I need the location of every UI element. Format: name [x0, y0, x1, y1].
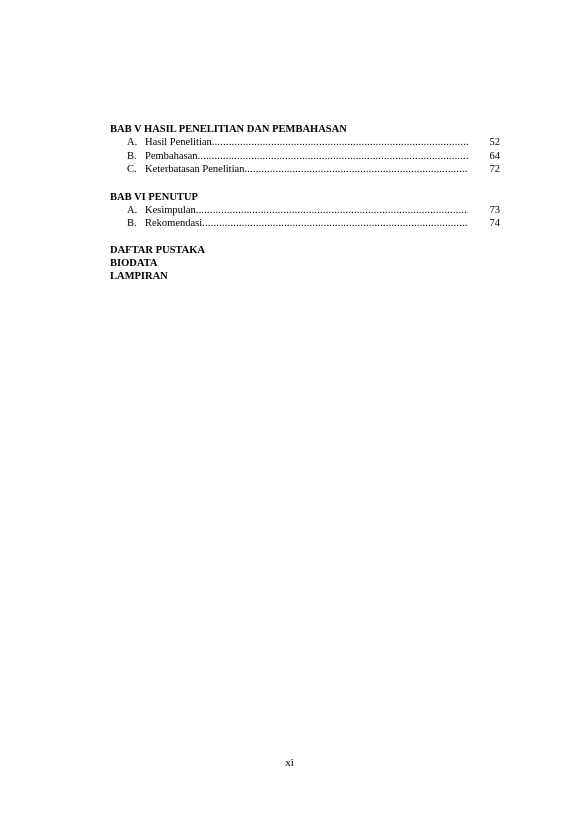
toc-entry-page: 72 [489, 164, 500, 175]
toc-entry-page: 73 [489, 204, 500, 216]
toc-entry-kesimpulan[interactable] [110, 204, 500, 218]
toc-entry-letter: B. [127, 150, 137, 162]
toc-entry-hasil-penelitian[interactable] [110, 136, 500, 150]
chapter-heading-bab-v[interactable]: BAB V HASIL PENELITIAN DAN PEMBAHASAN [110, 124, 347, 135]
section-spacer [110, 177, 500, 191]
toc-entry-letter: A. [127, 204, 138, 216]
toc-entry-label: Keterbatasan Penelitian [145, 164, 245, 175]
toc-entry-label: Rekomendasi [145, 218, 203, 229]
dot-leader [196, 204, 468, 218]
dot-leader [212, 136, 468, 150]
toc-entry-page: 64 [489, 150, 500, 162]
toc-entry-label: Pembahasan [145, 150, 198, 162]
dot-leader [198, 150, 469, 164]
page-number: xi [285, 757, 294, 769]
dot-leader [244, 163, 468, 177]
section-spacer [110, 231, 500, 244]
heading-daftar-pustaka[interactable]: DAFTAR PUSTAKA [110, 244, 205, 256]
toc-entry-label: Hasil Penelitian [145, 137, 212, 148]
table-of-contents [110, 123, 500, 283]
toc-entry-letter: C. [127, 164, 137, 175]
heading-lampiran[interactable]: LAMPIRAN [110, 270, 168, 282]
toc-entry-letter: A. [127, 137, 138, 148]
toc-entry-keterbatasan-penelitian[interactable] [110, 163, 500, 177]
toc-entry-pembahasan[interactable] [110, 150, 500, 164]
toc-entry-page: 74 [489, 218, 500, 229]
toc-entry-label: Kesimpulan [145, 204, 196, 216]
heading-biodata[interactable]: BIODATA [110, 257, 158, 269]
chapter-heading-bab-vi[interactable]: BAB VI PENUTUP [110, 191, 198, 203]
toc-entry-letter: B. [127, 218, 137, 229]
toc-entry-page: 52 [489, 137, 500, 148]
toc-entry-rekomendasi[interactable] [110, 217, 500, 231]
dot-leader [202, 217, 468, 231]
